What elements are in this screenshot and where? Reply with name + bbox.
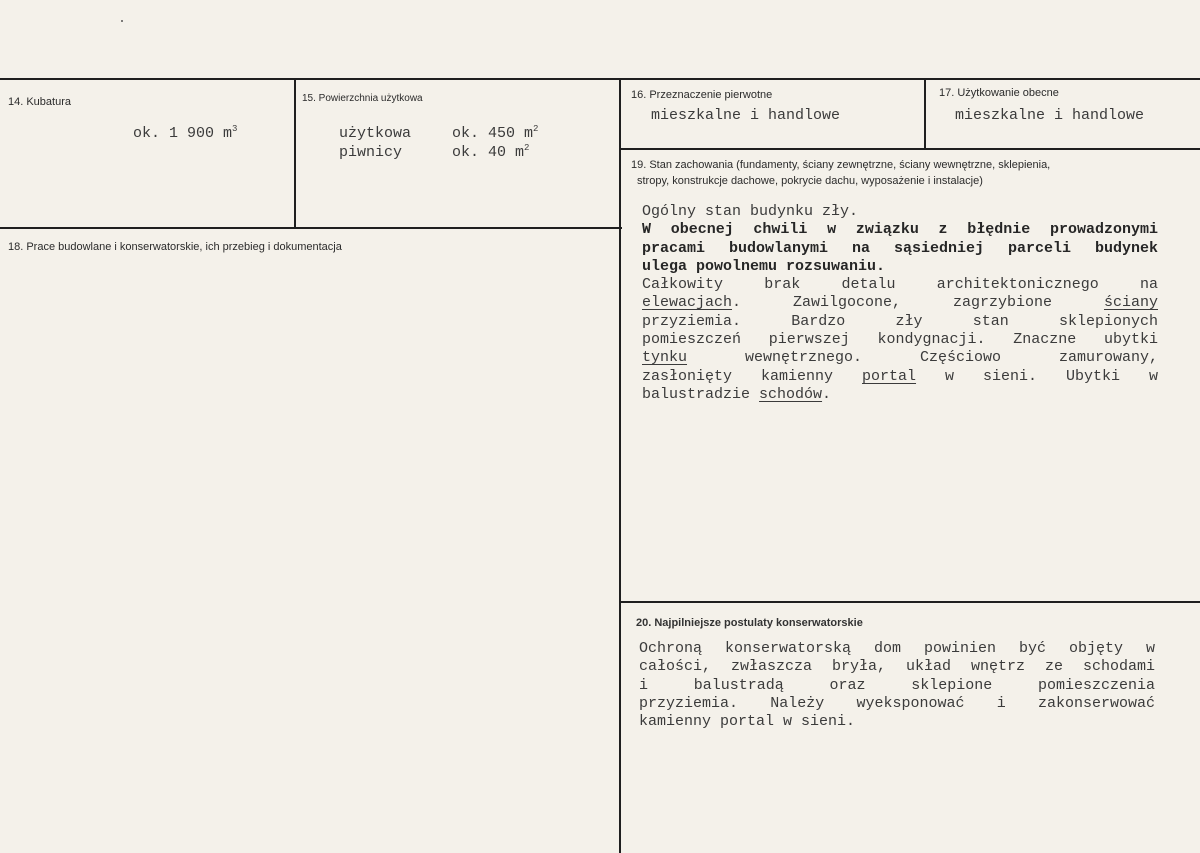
f16-value: mieszkalne i handlowe xyxy=(651,107,841,124)
rule-col1 xyxy=(294,78,296,228)
f19-line: zasłonięty kamienny portal w sieni. Ubytki w xyxy=(642,367,1158,385)
f15-row-basement-value: ok. 40 $m^2$ xyxy=(452,143,530,161)
f15-row-basement-name: piwnicy xyxy=(339,144,403,161)
f20-line: Ochroną konserwatorską dom powinien być objęty w xyxy=(639,640,1155,657)
f17-value: mieszkalne i handlowe xyxy=(955,107,1145,124)
f19-line: pomieszczeń pierwszej kondygnacji. Znaczne ubytki xyxy=(642,331,1158,349)
f20-line: kamienny portal w sieni. xyxy=(639,713,856,731)
rule-f20-top xyxy=(620,601,1200,603)
rule-col3 xyxy=(924,78,926,150)
f19-line: elewacjach. Zawilgocone, zagrzybione ściany xyxy=(642,294,1158,312)
f19-line-bold: W obecnej chwili w związku z błędnie prowadzonymi xyxy=(642,221,1158,239)
f20-label: 20. Najpilniejsze postulaty konserwatorskie xyxy=(636,617,863,629)
f19-line-bold: ulega powolnemu rozsuwaniu. xyxy=(642,257,886,275)
rule-f16-bottom xyxy=(620,148,1200,150)
f19-label-line1: 19. Stan zachowania (fundamenty, ściany zewnętrzne, ściany wewnętrzne, sklepienia, xyxy=(631,159,1051,171)
rule-f14-bottom xyxy=(0,227,622,229)
f14-label: 14. Kubatura xyxy=(8,96,71,108)
f19-line: Ogólny stan budynku zły. xyxy=(642,203,859,220)
f17-label: 17. Użytkowanie obecne xyxy=(939,87,1059,99)
f19-label-line2: stropy, konstrukcje dachowe, pokrycie dachu, wyposażenie i instalacje) xyxy=(637,175,983,187)
f20-line: i balustradą oraz sklepione pomieszczenia xyxy=(639,676,1155,694)
f16-label: 16. Przeznaczenie pierwotne xyxy=(631,89,773,101)
f20-text xyxy=(639,640,1155,731)
speck xyxy=(121,20,123,22)
f18-label: 18. Prace budowlane i konserwatorskie, ich przebieg i dokumentacja xyxy=(8,241,342,253)
rule-col2 xyxy=(619,78,621,853)
f19-line: Całkowity brak detalu architektonicznego na xyxy=(642,276,1158,294)
f15-label: 15. Powierzchnia użytkowa xyxy=(302,93,423,104)
f15-row-usable-value: ok. 450 $m^2$ xyxy=(452,124,539,142)
f19-text xyxy=(642,203,1158,404)
rule-top xyxy=(0,78,1200,80)
f15-row-usable-name: użytkowa xyxy=(339,125,412,142)
f20-line: całości, zwłaszcza bryła, układ wnętrz ze schodami xyxy=(639,658,1155,676)
f14-value: ok. 1 900 $m^3$ xyxy=(133,124,238,142)
f19-line-bold: pracami budowlanymi na sąsiedniej parceli budynek xyxy=(642,239,1158,257)
f20-line: przyziemia. Należy wyeksponować i zakonserwować xyxy=(639,694,1155,712)
f19-line: przyziemia. Bardzo zły stan sklepionych xyxy=(642,312,1158,330)
f19-line: tynku wewnętrznego. Częściowo zamurowany, xyxy=(642,349,1158,367)
f19-line: balustradzie schodów. xyxy=(642,385,832,403)
